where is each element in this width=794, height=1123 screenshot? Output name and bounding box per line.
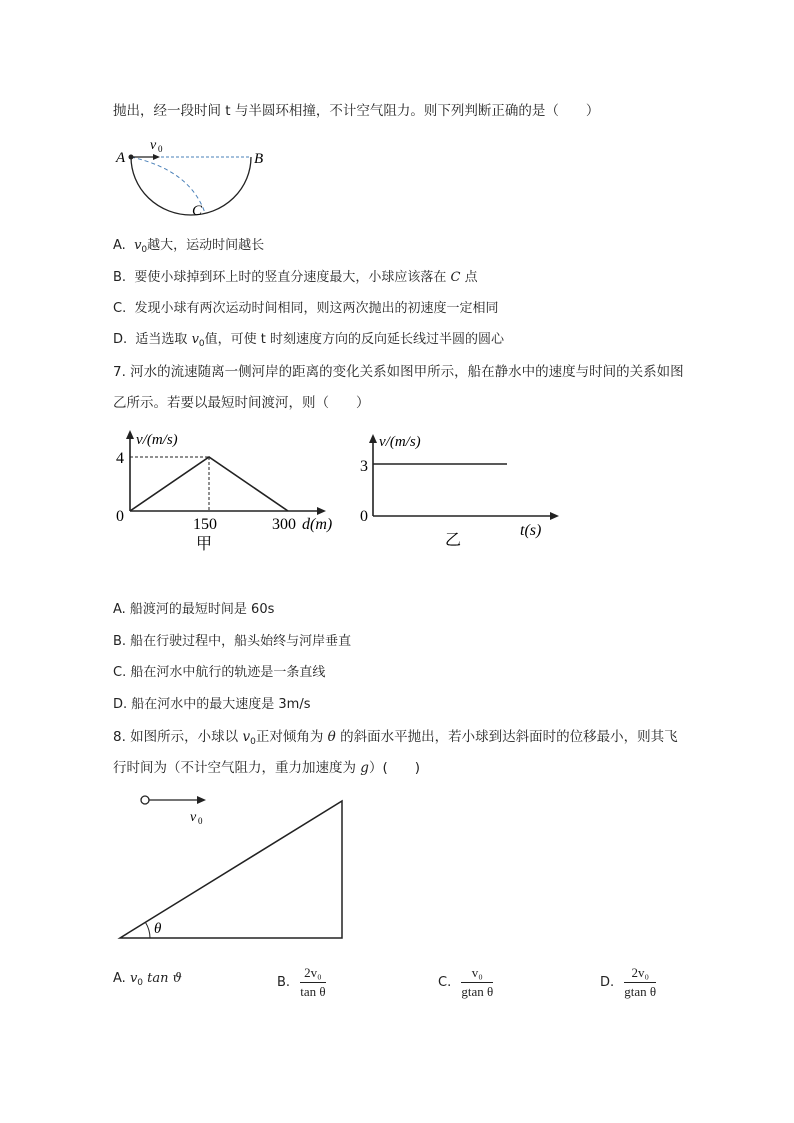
yi-x-arrow	[550, 512, 559, 520]
q8-line2: 行时间为（不计空气阻力，重力加速度为 g）( )	[113, 760, 420, 776]
yi-ylabel: v/(m/s)	[379, 434, 421, 450]
yi-xtick-0: 0	[360, 508, 368, 525]
jia-title: 甲	[196, 536, 213, 553]
q8-label-v: v	[190, 810, 197, 825]
q6-option-c[interactable]: C. 发现小球有两次运动时间相同，则这两次抛出的初速度一定相同	[113, 301, 499, 316]
q8-answer-d[interactable]: D. $\frac{\text{2v₀}}{\text{gtan θ}}$	[600, 965, 657, 999]
q8-label-v-sub: 0	[198, 816, 203, 826]
q8-label-theta: θ	[154, 921, 162, 937]
jia-xtick-0: 0	[116, 508, 124, 525]
q8-answer-c[interactable]: C. $\frac{\text{v₀}}{\text{gtan θ}}$	[438, 965, 494, 999]
q6-semicircle	[131, 157, 251, 215]
q8-answer-a[interactable]: A. $v_0$ tan ϑ	[113, 971, 182, 988]
q8-answer-b[interactable]: B. $\frac{\text{2v₀}}{\text{tan θ}}$	[277, 965, 326, 999]
q8-line1: 8. 如图所示，小球以 $v_0$正对倾角为 θ 的斜面水平抛出，若小球到达斜面时的位移最小，则其飞	[113, 729, 678, 747]
jia-x-arrow	[317, 507, 326, 515]
q7-line2: 乙所示。若要以最短时间渡河，则（ ）	[113, 395, 370, 411]
jia-y-arrow	[126, 430, 134, 439]
q6-label-c: C	[192, 203, 203, 219]
yi-ytick-3: 3	[360, 458, 368, 475]
q7-option-a[interactable]: A. 船渡河的最短时间是 60s	[113, 602, 275, 617]
q7-option-b[interactable]: B. 船在行驶过程中，船头始终与河岸垂直	[113, 634, 352, 649]
q6-label-v: v	[150, 138, 157, 153]
q6-intro: 抛出，经一段时间 t 与半圆环相撞，不计空气阻力。则下列判断正确的是（ ）	[113, 103, 600, 119]
q8-incline	[120, 801, 342, 938]
q6-label-v-sub: 0	[158, 144, 163, 154]
chart-jia	[110, 428, 350, 553]
q6-option-d[interactable]: D. 适当选取 $v_0$值，可使 t 时刻速度方向的反向延长线过半圆的圆心	[113, 332, 505, 349]
yi-xlabel: t(s)	[520, 522, 542, 539]
q7-line1: 7. 河水的流速随离一侧河岸的距离的变化关系如图甲所示，船在静水中的速度与时间的关系如图	[113, 364, 684, 380]
jia-ytick-4: 4	[116, 450, 124, 467]
yi-y-arrow	[369, 434, 377, 443]
q6-option-b[interactable]: B. 要使小球掉到环上时的竖直分速度最大，小球应该落在 C 点	[113, 270, 478, 285]
q8-angle-arc	[146, 923, 150, 938]
jia-xtick-300: 300	[272, 516, 296, 533]
q7-option-d[interactable]: D. 船在河水中的最大速度是 3m/s	[113, 697, 311, 712]
q8-answer-d-fraction: $\frac{\text{2v₀}}{\text{gtan θ}}$	[624, 965, 657, 999]
q6-semicircle-figure	[110, 135, 280, 225]
q8-incline-figure	[110, 785, 355, 945]
q8-answer-b-fraction: $\frac{\text{2v₀}}{\text{tan θ}}$	[300, 965, 326, 999]
jia-xtick-150: 150	[193, 516, 217, 533]
q6-option-a[interactable]: A. $v_0$越大，运动时间越长	[113, 238, 265, 255]
jia-xlabel: d(m)	[302, 516, 333, 533]
chart-yi	[355, 432, 575, 552]
q8-ball	[141, 796, 149, 804]
q6-label-a: A	[116, 150, 126, 166]
jia-ylabel: v/(m/s)	[136, 432, 178, 448]
q7-option-c[interactable]: C. 船在河水中航行的轨迹是一条直线	[113, 665, 326, 680]
q6-label-b: B	[254, 151, 264, 167]
q8-arrow-head	[197, 796, 206, 804]
q6-arrow-head	[153, 154, 160, 160]
q8-answer-c-fraction: $\frac{\text{v₀}}{\text{gtan θ}}$	[461, 965, 494, 999]
yi-title: 乙	[445, 532, 462, 549]
